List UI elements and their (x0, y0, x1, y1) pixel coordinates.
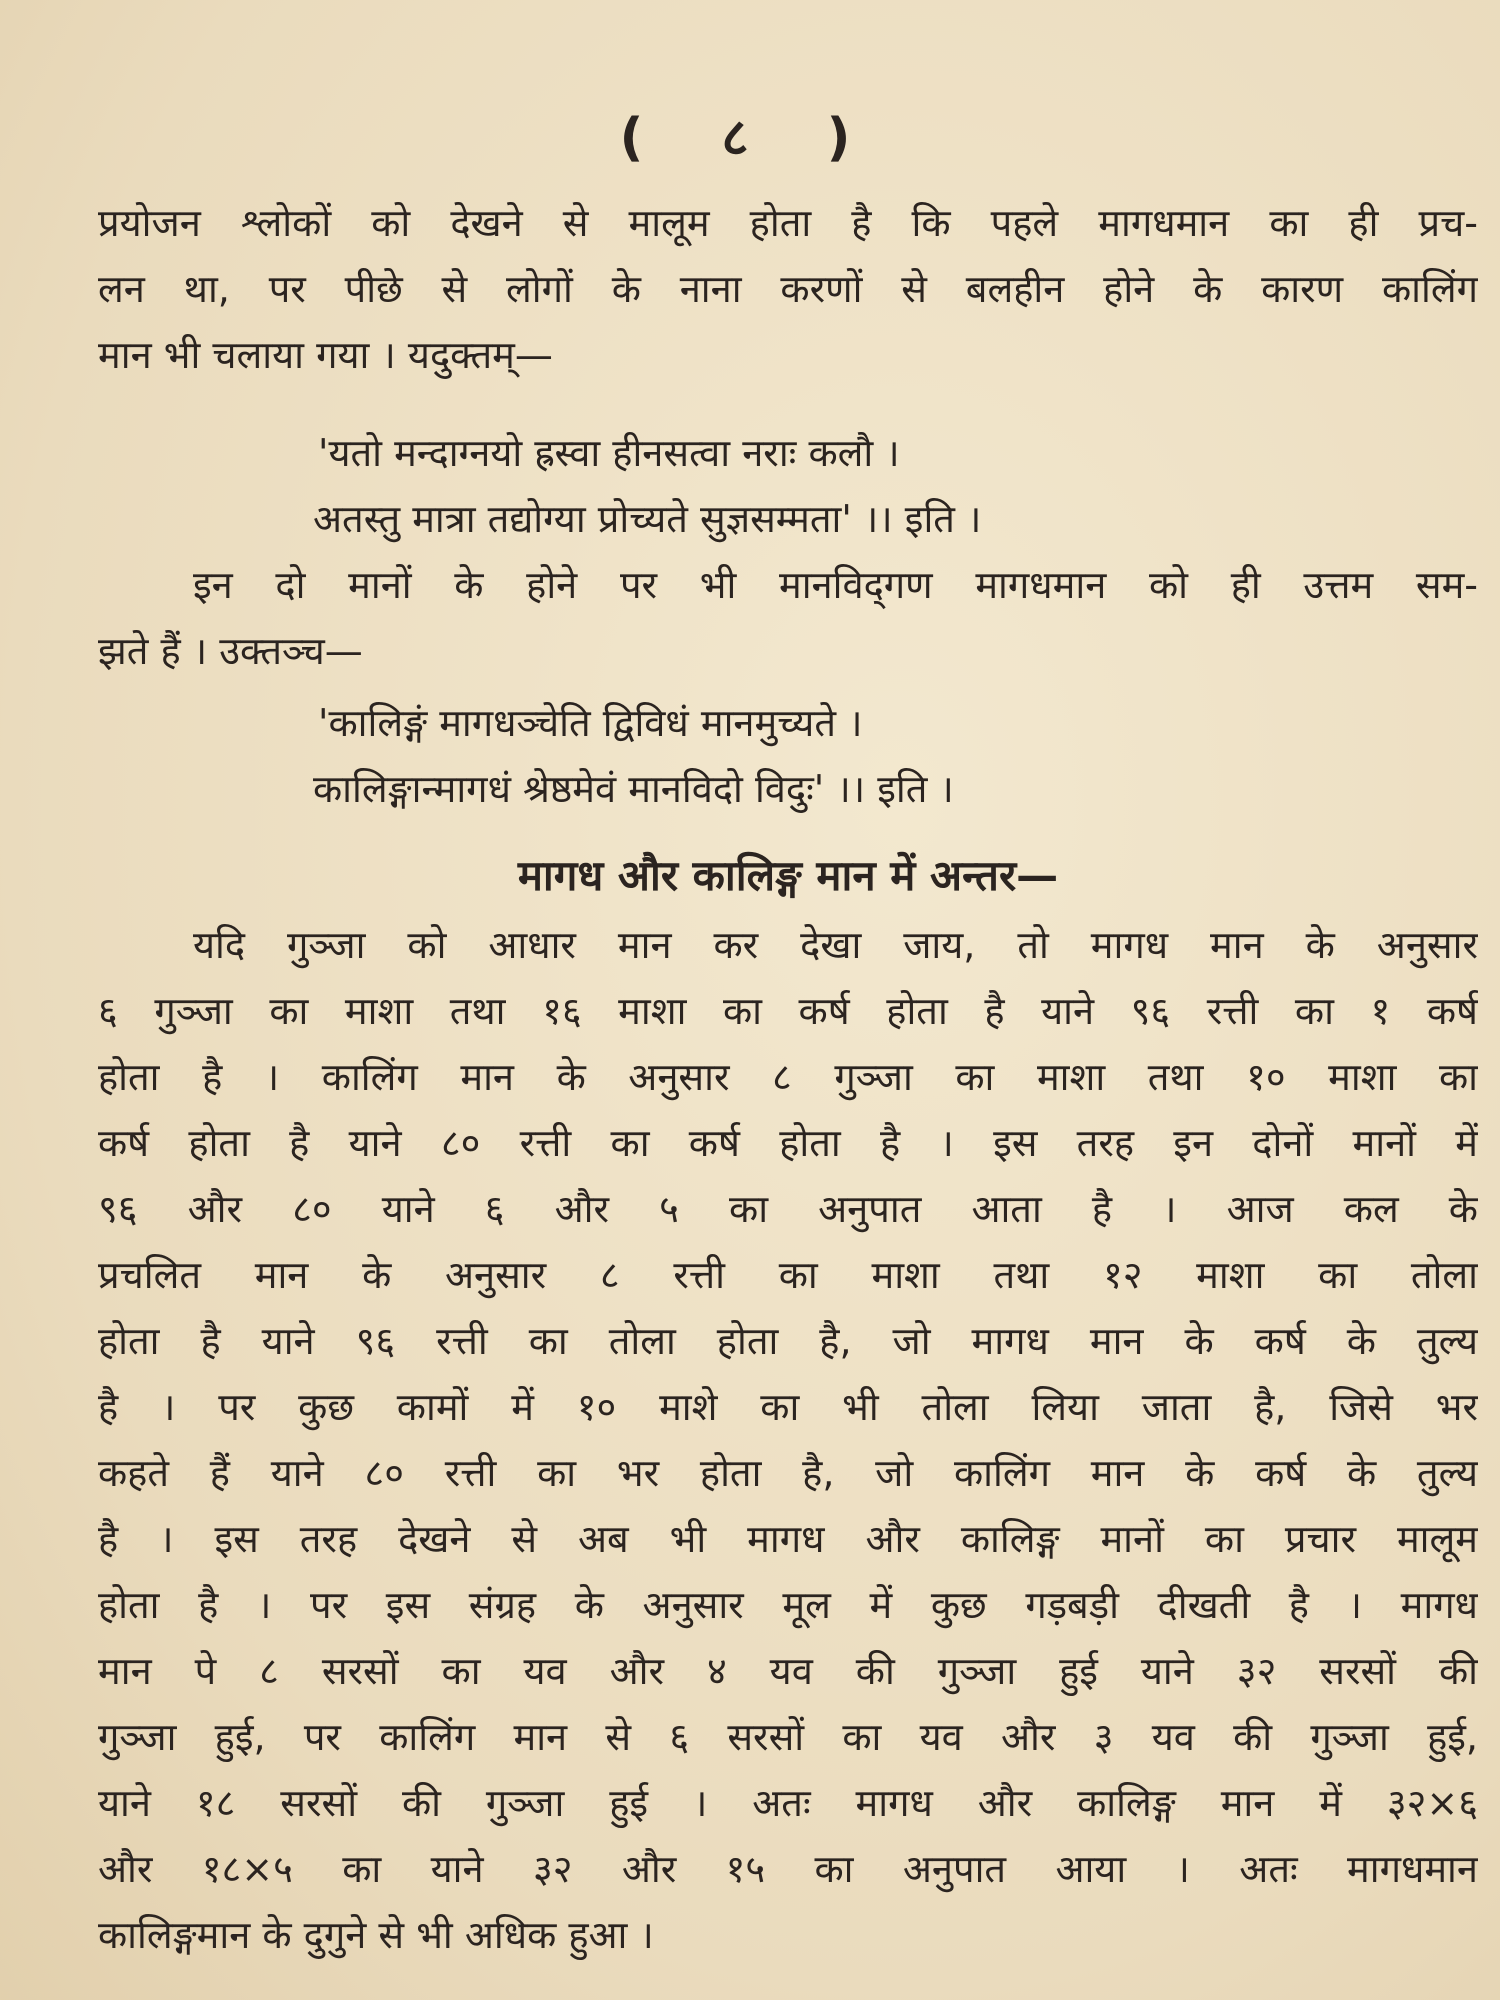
text-line: है । पर कुछ कामों में १० माशे का भी तोला लिया जाता है, जिसे भर (98, 1385, 1478, 1429)
text-line: लन था, पर पीछे से लोगों के नाना करणों से बलहीन होने के कारण कालिंग (98, 267, 1478, 311)
page-number: ( ८ ) (619, 108, 881, 168)
text-line: झते हैं । उक्तञ्च— (98, 629, 363, 673)
text-line: कालिङ्गमान के दुगुने से भी अधिक हुआ । (98, 1913, 654, 1957)
text-line: होता है याने ९६ रत्ती का तोला होता है, जो मागध मान के कर्ष के तुल्य (98, 1319, 1478, 1363)
verse-line: कालिङ्गान्मागधं श्रेष्ठमेवं मानविदो विदुः' ।। इति । (313, 767, 954, 811)
text-line: ९६ और ८० याने ६ और ५ का अनुपात आता है । आज कल के (98, 1187, 1478, 1231)
section-heading-block (98, 840, 1478, 912)
verse-block-1 (98, 420, 1478, 552)
text-line: याने १८ सरसों की गुञ्जा हुई । अतः मागध और कालिङ्ग मान में ३२×६ (98, 1781, 1478, 1825)
text-line: होता है । कालिंग मान के अनुसार ८ गुञ्जा का माशा तथा १० माशा का (98, 1055, 1478, 1099)
text-line: मान भी चलाया गया । यदुक्तम्— (98, 333, 553, 377)
text-line: मान पे ८ सरसों का यव और ४ यव की गुञ्जा हुई याने ३२ सरसों की (98, 1649, 1478, 1693)
text-line: कर्ष होता है याने ८० रत्ती का कर्ष होता है । इस तरह इन दोनों मानों में (98, 1121, 1478, 1165)
paragraph-second (98, 552, 1478, 684)
text-line: ६ गुञ्जा का माशा तथा १६ माशा का कर्ष होता है याने ९६ रत्ती का १ कर्ष (98, 989, 1478, 1033)
paragraph-main (98, 912, 1478, 1968)
text-line: इन दो मानों के होने पर भी मानविद्‌गण मागधमान को ही उत्तम सम- (193, 563, 1478, 607)
text-line: है । इस तरह देखने से अब भी मागध और कालिङ्ग मानों का प्रचार मालूम (98, 1517, 1478, 1561)
verse-line: 'यतो मन्दाग्नयो ह्रस्वा हीनसत्वा नराः कलौ । (318, 431, 900, 475)
verse-line: 'कालिङ्गं मागधञ्चेति द्विविधं मानमुच्यते । (318, 701, 863, 745)
text-line: प्रयोजन श्लोकों को देखने से मालूम होता है कि पहले मागधमान का ही प्रच- (98, 201, 1478, 245)
section-heading: मागध और कालिङ्ग मान में अन्तर— (517, 851, 1059, 900)
text-line: यदि गुञ्जा को आधार मान कर देखा जाय, तो मागध मान के अनुसार (193, 923, 1478, 967)
verse-line: अतस्तु मात्रा तद्योग्या प्रोच्यते सुज्ञसम्मता' ।। इति । (313, 497, 982, 541)
verse-block-2 (98, 690, 1478, 822)
paragraph-intro (98, 190, 1478, 388)
text-line: होता है । पर इस संग्रह के अनुसार मूल में कुछ गड़बड़ी दीखती है । मागध (98, 1583, 1478, 1627)
text-line: और १८×५ का याने ३२ और १५ का अनुपात आया । अतः मागधमान (98, 1847, 1478, 1891)
text-line: प्रचलित मान के अनुसार ८ रत्ती का माशा तथा १२ माशा का तोला (98, 1253, 1478, 1297)
text-line: गुञ्जा हुई, पर कालिंग मान से ६ सरसों का यव और ३ यव की गुञ्जा हुई, (98, 1715, 1478, 1759)
text-line: कहते हैं याने ८० रत्ती का भर होता है, जो कालिंग मान के कर्ष के तुल्य (98, 1451, 1478, 1495)
